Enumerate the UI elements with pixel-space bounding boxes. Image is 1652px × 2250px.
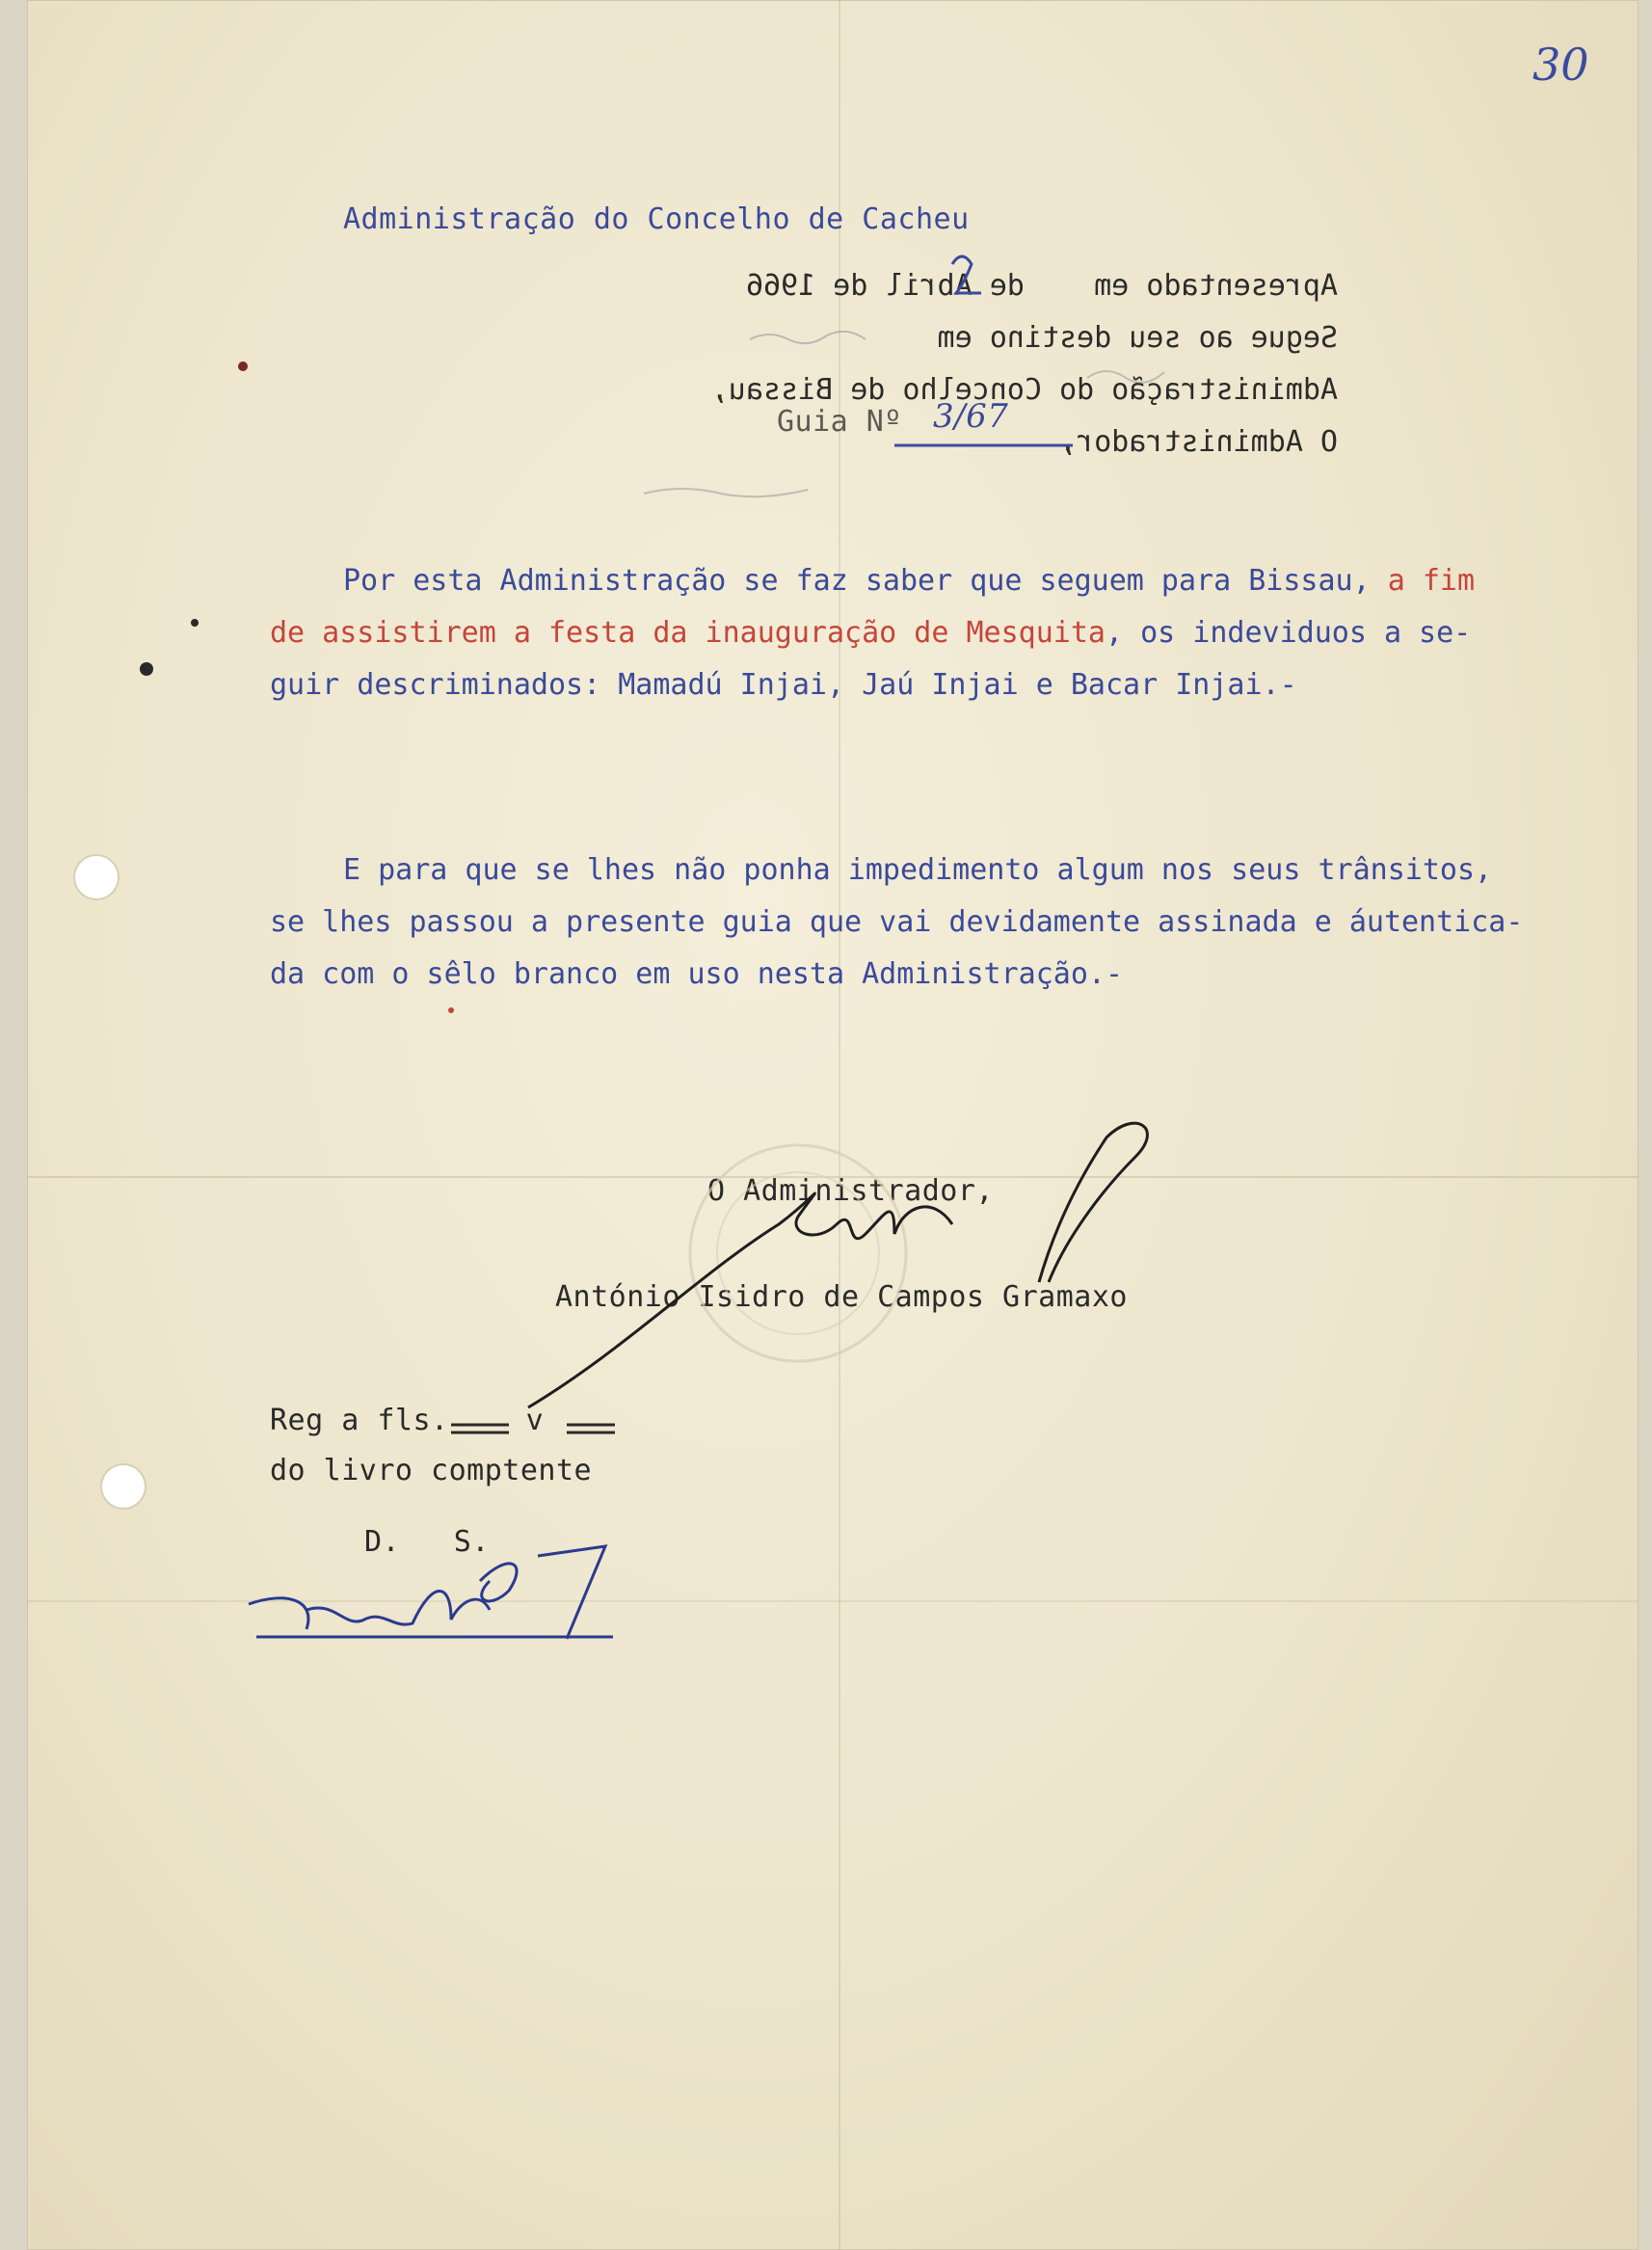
mirrored-stamp-line: O Administrador, <box>1059 425 1338 459</box>
registry-verso: v <box>525 1404 545 1437</box>
signature-title: O Administrador, <box>707 1174 994 1208</box>
registry-initials: D. S. <box>364 1525 490 1559</box>
registry-signature <box>249 1546 605 1639</box>
faint-handwriting <box>1087 371 1164 383</box>
body-paragraph-2-line-3: da com o sêlo branco em uso nesta Administração.- <box>270 957 1124 991</box>
ink-spot <box>238 362 248 371</box>
faint-handwriting <box>644 489 808 496</box>
body-text: Por esta Administração se faz saber que seguem para Bissau, <box>343 564 1388 598</box>
ink-spot <box>191 619 199 627</box>
registry-line-2: do livro comptente <box>270 1454 593 1487</box>
guia-label: Guia Nº <box>777 405 902 439</box>
ink-spot <box>140 662 153 676</box>
body-paragraph-2-line-2: se lhes passou a presente guia que vai devidamente assinada e áutentica- <box>270 905 1524 939</box>
body-paragraph-2-line-1: E para que se lhes não ponha impedimento algum nos seus trânsitos, <box>343 853 1493 887</box>
body-text-red: a fim <box>1387 564 1476 598</box>
embossed-seal-inner <box>717 1172 879 1334</box>
body-paragraph-1-line-3: guir descriminados: Mamadú Injai, Jaú Injai e Bacar Injai.- <box>270 668 1297 702</box>
mirrored-stamp-line: Apresentado em de Abril de 1966 <box>745 269 1338 303</box>
embossed-seal <box>690 1145 906 1361</box>
signatory-name: António Isidro de Campos Gramaxo <box>555 1280 1128 1314</box>
handwriting-layer <box>27 0 1639 2250</box>
faint-handwriting <box>750 332 866 343</box>
document-page <box>27 0 1639 2250</box>
body-text-red: de assistirem a festa da inauguração de Mesquita <box>270 616 1106 650</box>
mirrored-stamp-line: Segue ao seu destino em <box>937 321 1338 355</box>
guia-number: 3/67 <box>933 397 1009 436</box>
page-number: 30 <box>1532 39 1589 91</box>
registry-prefix: Reg a fls. <box>270 1404 449 1437</box>
office-header: Administração do Concelho de Cacheu <box>343 202 970 236</box>
handwritten-day <box>952 256 981 293</box>
body-text: , os indeviduos a se- <box>1105 616 1472 650</box>
ink-spot <box>448 1007 454 1013</box>
administrator-signature <box>528 1123 1147 1407</box>
mirrored-stamp-line: Administração do Concelho de Bissau, <box>710 373 1338 407</box>
